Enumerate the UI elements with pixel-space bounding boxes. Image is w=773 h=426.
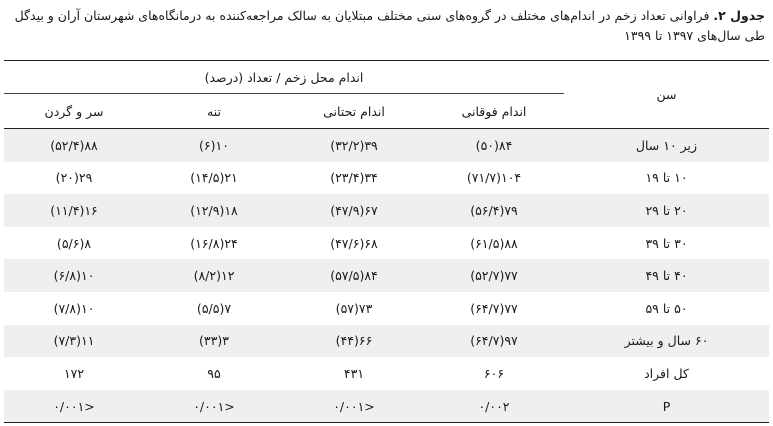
p-value-cell: ۰/۰۰۲: [424, 390, 564, 423]
data-cell: ۲۴(۱۶/۸): [190, 235, 238, 251]
group-column-header: اندام محل زخم / تعداد (درصد): [4, 61, 564, 94]
data-cell: ۱۰(۶/۸): [4, 259, 144, 292]
total-cell: ۹۵: [207, 365, 221, 381]
age-cell: ۱۰ تا ۱۹: [645, 170, 688, 186]
table-row: [4, 325, 769, 358]
data-cell: ۳(۳۳): [144, 325, 284, 358]
table-row: [4, 292, 769, 325]
data-cell: ۲۱(۱۴/۵): [190, 170, 238, 186]
table-row: [4, 129, 769, 162]
p-value-label: P: [564, 390, 769, 423]
data-cell: ۱۸(۱۲/۹): [144, 194, 284, 227]
column-header-head-neck: سر و گردن: [4, 94, 144, 129]
column-header-upper-limb: اندام فوقانی: [424, 94, 564, 129]
data-cell: ۷(۵/۵): [196, 300, 232, 316]
column-header-lower-limb: اندام تحتانی: [284, 94, 424, 129]
data-cell: ۱۰۴(۷۱/۷): [466, 170, 522, 186]
data-cell: ۱۲(۸/۲): [144, 259, 284, 292]
data-cell: ۸(۵/۶): [56, 235, 92, 251]
age-cell: ۴۰ تا ۴۹: [564, 259, 769, 292]
data-cell: ۳۴(۲۳/۴): [330, 170, 378, 186]
data-cell: ۱۰(۷/۸): [53, 300, 95, 316]
caption-lead: جدول ۲.: [713, 8, 765, 23]
data-cell: ۷۷(۶۴/۷): [470, 300, 518, 316]
data-cell: ۱۰(۶): [144, 129, 284, 162]
data-cell: ۸۸(۵۲/۴): [4, 129, 144, 162]
age-column-header: سن: [564, 61, 769, 129]
age-cell: ۳۰ تا ۳۹: [645, 235, 688, 251]
data-cell: ۷۷(۵۲/۷): [424, 259, 564, 292]
data-cell: ۲۹(۲۰): [55, 170, 93, 186]
data-cell: ۸۸(۶۱/۵): [470, 235, 518, 251]
data-cell: ۸۴(۵۷/۵): [284, 259, 424, 292]
data-cell: ۶۸(۴۷/۶): [330, 235, 378, 251]
data-cell: ۱۱(۷/۳): [4, 325, 144, 358]
data-cell: ۸۴(۵۰): [424, 129, 564, 162]
data-cell: ۷۳(۵۷): [335, 300, 373, 316]
total-label-cell: کل افراد: [644, 365, 689, 381]
data-cell: ۱۶(۱۱/۴): [4, 194, 144, 227]
table-row-total: [4, 357, 769, 390]
data-cell: ۳۹(۳۲/۲): [284, 129, 424, 162]
table-caption: [8, 6, 765, 46]
total-cell: ۶۰۶: [483, 365, 505, 381]
total-cell: ۱۷۲: [63, 365, 85, 381]
data-cell: ۶۷(۴۷/۹): [284, 194, 424, 227]
data-cell: ۶۶(۴۴): [284, 325, 424, 358]
age-cell: زیر ۱۰ سال: [564, 129, 769, 162]
column-header-trunk: تنه: [144, 94, 284, 129]
table-row: [4, 194, 769, 227]
age-cell: ۲۰ تا ۲۹: [564, 194, 769, 227]
table-row-p-value: [4, 390, 769, 423]
p-value-cell: <۰/۰۰۱: [284, 390, 424, 423]
table-row: [4, 227, 769, 260]
total-cell: ۴۳۱: [343, 365, 365, 381]
age-cell: ۵۰ تا ۵۹: [645, 300, 688, 316]
data-cell: ۷۹(۵۶/۴): [424, 194, 564, 227]
p-value-cell: <۰/۰۰۱: [4, 390, 144, 423]
data-cell: ۹۷(۶۴/۷): [424, 325, 564, 358]
table-row: [4, 162, 769, 195]
header-row-group: [4, 61, 769, 94]
age-cell: ۶۰ سال و بیشتر: [564, 325, 769, 358]
p-value-cell: <۰/۰۰۱: [144, 390, 284, 423]
results-table: [4, 60, 769, 423]
caption-text: فراوانی تعداد زخم در اندام‌های مختلف در گروه‌های سنی مختلف مبتلایان به سالک مراجعه‌کننده به درمانگاه‌های شهرستان آران و بیدگل طی سال‌های ۱۳۹۷ تا ۱۳۹۹: [14, 8, 765, 43]
table-row: [4, 259, 769, 292]
